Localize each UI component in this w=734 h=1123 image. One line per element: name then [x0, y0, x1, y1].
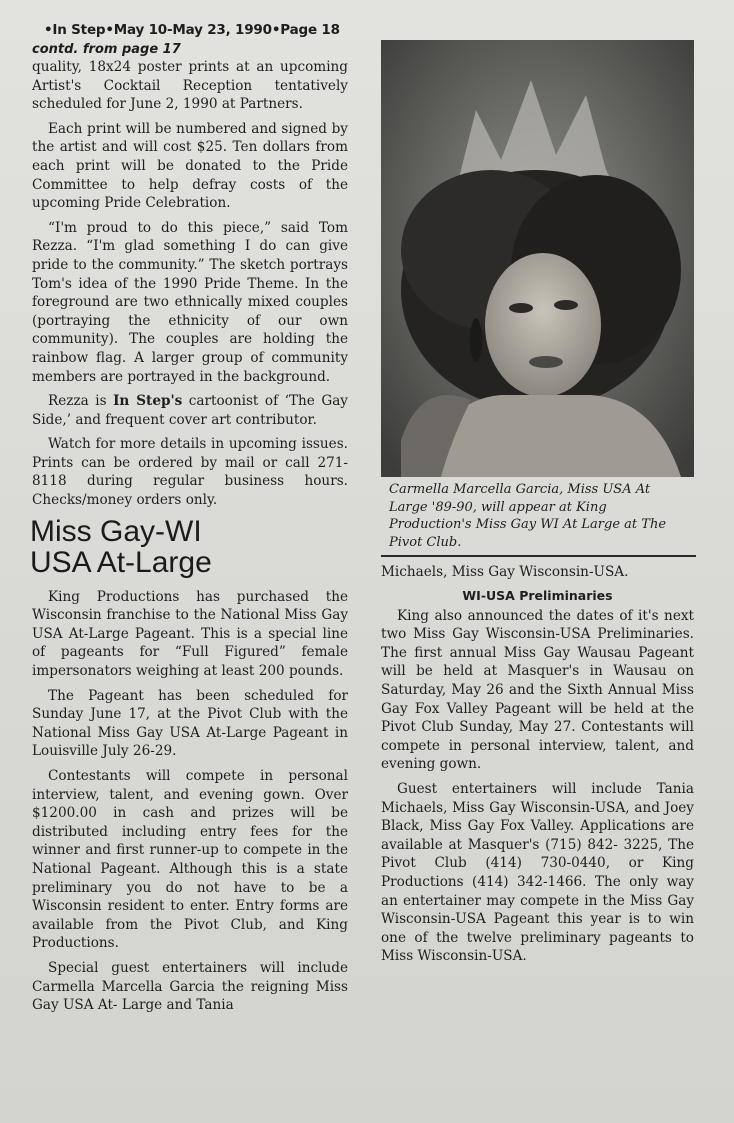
- article-paragraph: King Productions has purchased the Wisconsin franchise to the National Miss Gay USA At-Large Pageant. This is a special line of pageants for “Full Figured” female impersonators weighing at least 200 pounds.: [32, 588, 348, 680]
- article-paragraph: Watch for more details in upcoming issues. Prints can be ordered by mail or call 271-8118 during regular business hours. Checks/money orders only.: [32, 436, 348, 509]
- rezza-text-post: cartoonist of ‘The Gay Side,’ and frequent cover art contributor.: [32, 393, 348, 428]
- pageant-headline: [30, 516, 348, 578]
- left-column: [32, 20, 348, 1021]
- rezza-text-pre: Rezza is: [48, 393, 114, 410]
- article-paragraph: Each print will be numbered and signed by the artist and will cost $25. Ten dollars from each print will be donated to the Pride Committee to help defray costs of the upcoming Pride Celebration.: [32, 120, 348, 212]
- photo-caption: Carmella Marcella Garcia, Miss USA At Large '89-90, will appear at King Production's Miss Gay WI At Large at The Pivot Club.: [389, 482, 667, 550]
- continued-note: contd. from page 17: [32, 42, 181, 57]
- article-paragraph: Special guest entertainers will include Carmella Marcella Garcia the reigning Miss Gay USA At- Large and Tania: [32, 959, 348, 1014]
- page-header: •In Step•May 10-May 23, 1990•Page 18: [44, 22, 340, 38]
- article-paragraph: King also announced the dates of it's next two Miss Gay Wisconsin-USA Preliminaries. The first annual Miss Gay Wausau Pageant will be held at Masquer's in Wausau on Saturday, May 26 and the Sixth Annual Miss Gay Fox Valley Pageant will be held at the Pivot Club Sunday, May 27. Contestants will compete in personal interview, talent, and evening gown.: [381, 607, 694, 773]
- article-paragraph: Michaels, Miss Gay Wisconsin-USA.: [381, 564, 629, 580]
- section-subhead: WI-USA Preliminaries: [462, 587, 613, 603]
- article-paragraph: [32, 392, 348, 429]
- right-column: [381, 40, 694, 972]
- pageant-photo: [381, 40, 694, 477]
- article-paragraph: “I'm proud to do this piece,” said Tom Rezza. “I'm glad something I do can give pride to the community.” The sketch portrays Tom's idea of the 1990 Pride Theme. In the foreground are two ethnically mixed couples (portraying the ethnicity of our own community). The couples are holding the rainbow flag. A larger group of community members are portrayed in the background.: [32, 219, 348, 385]
- article-paragraph: Guest entertainers will include Tania Michaels, Miss Gay Wisconsin-USA, and Joey Black, Miss Gay Fox Valley. Applications are available at Masquer's (715) 842- 3225, The Pivot Club (414) 730-0440, or King Productions (414) 342-1466. The only way an entertainer may compete in the Miss Gay Wisconsin-USA Pageant this year is to win one of the twelve preliminary pageants to Miss Wisconsin-USA.: [381, 780, 694, 965]
- headline-line-2: USA At-Large: [30, 545, 212, 579]
- article-paragraph: quality, 18x24 poster prints at an upcoming Artist's Cocktail Reception tentatively scheduled for June 2, 1990 at Partners.: [32, 59, 348, 113]
- headline-line-1: Miss Gay-WI: [30, 514, 202, 548]
- portrait-image: [381, 40, 694, 477]
- publication-name: In Step's: [113, 393, 183, 410]
- article-paragraph: The Pageant has been scheduled for Sunday June 17, at the Pivot Club with the National Miss Gay USA At-Large Pageant in Louisville July 26-29.: [32, 687, 348, 760]
- divider-rule: [381, 555, 696, 557]
- article-paragraph: Contestants will compete in personal interview, talent, and evening gown. Over $1200.00 in cash and prizes will be distributed including entry fees for the winner and first runner-up to compete in the National Pageant. Although this is a state preliminary you do not have to be a Wisconsin resident to enter. Entry forms are available from the Pivot Club, and King Productions.: [32, 768, 348, 952]
